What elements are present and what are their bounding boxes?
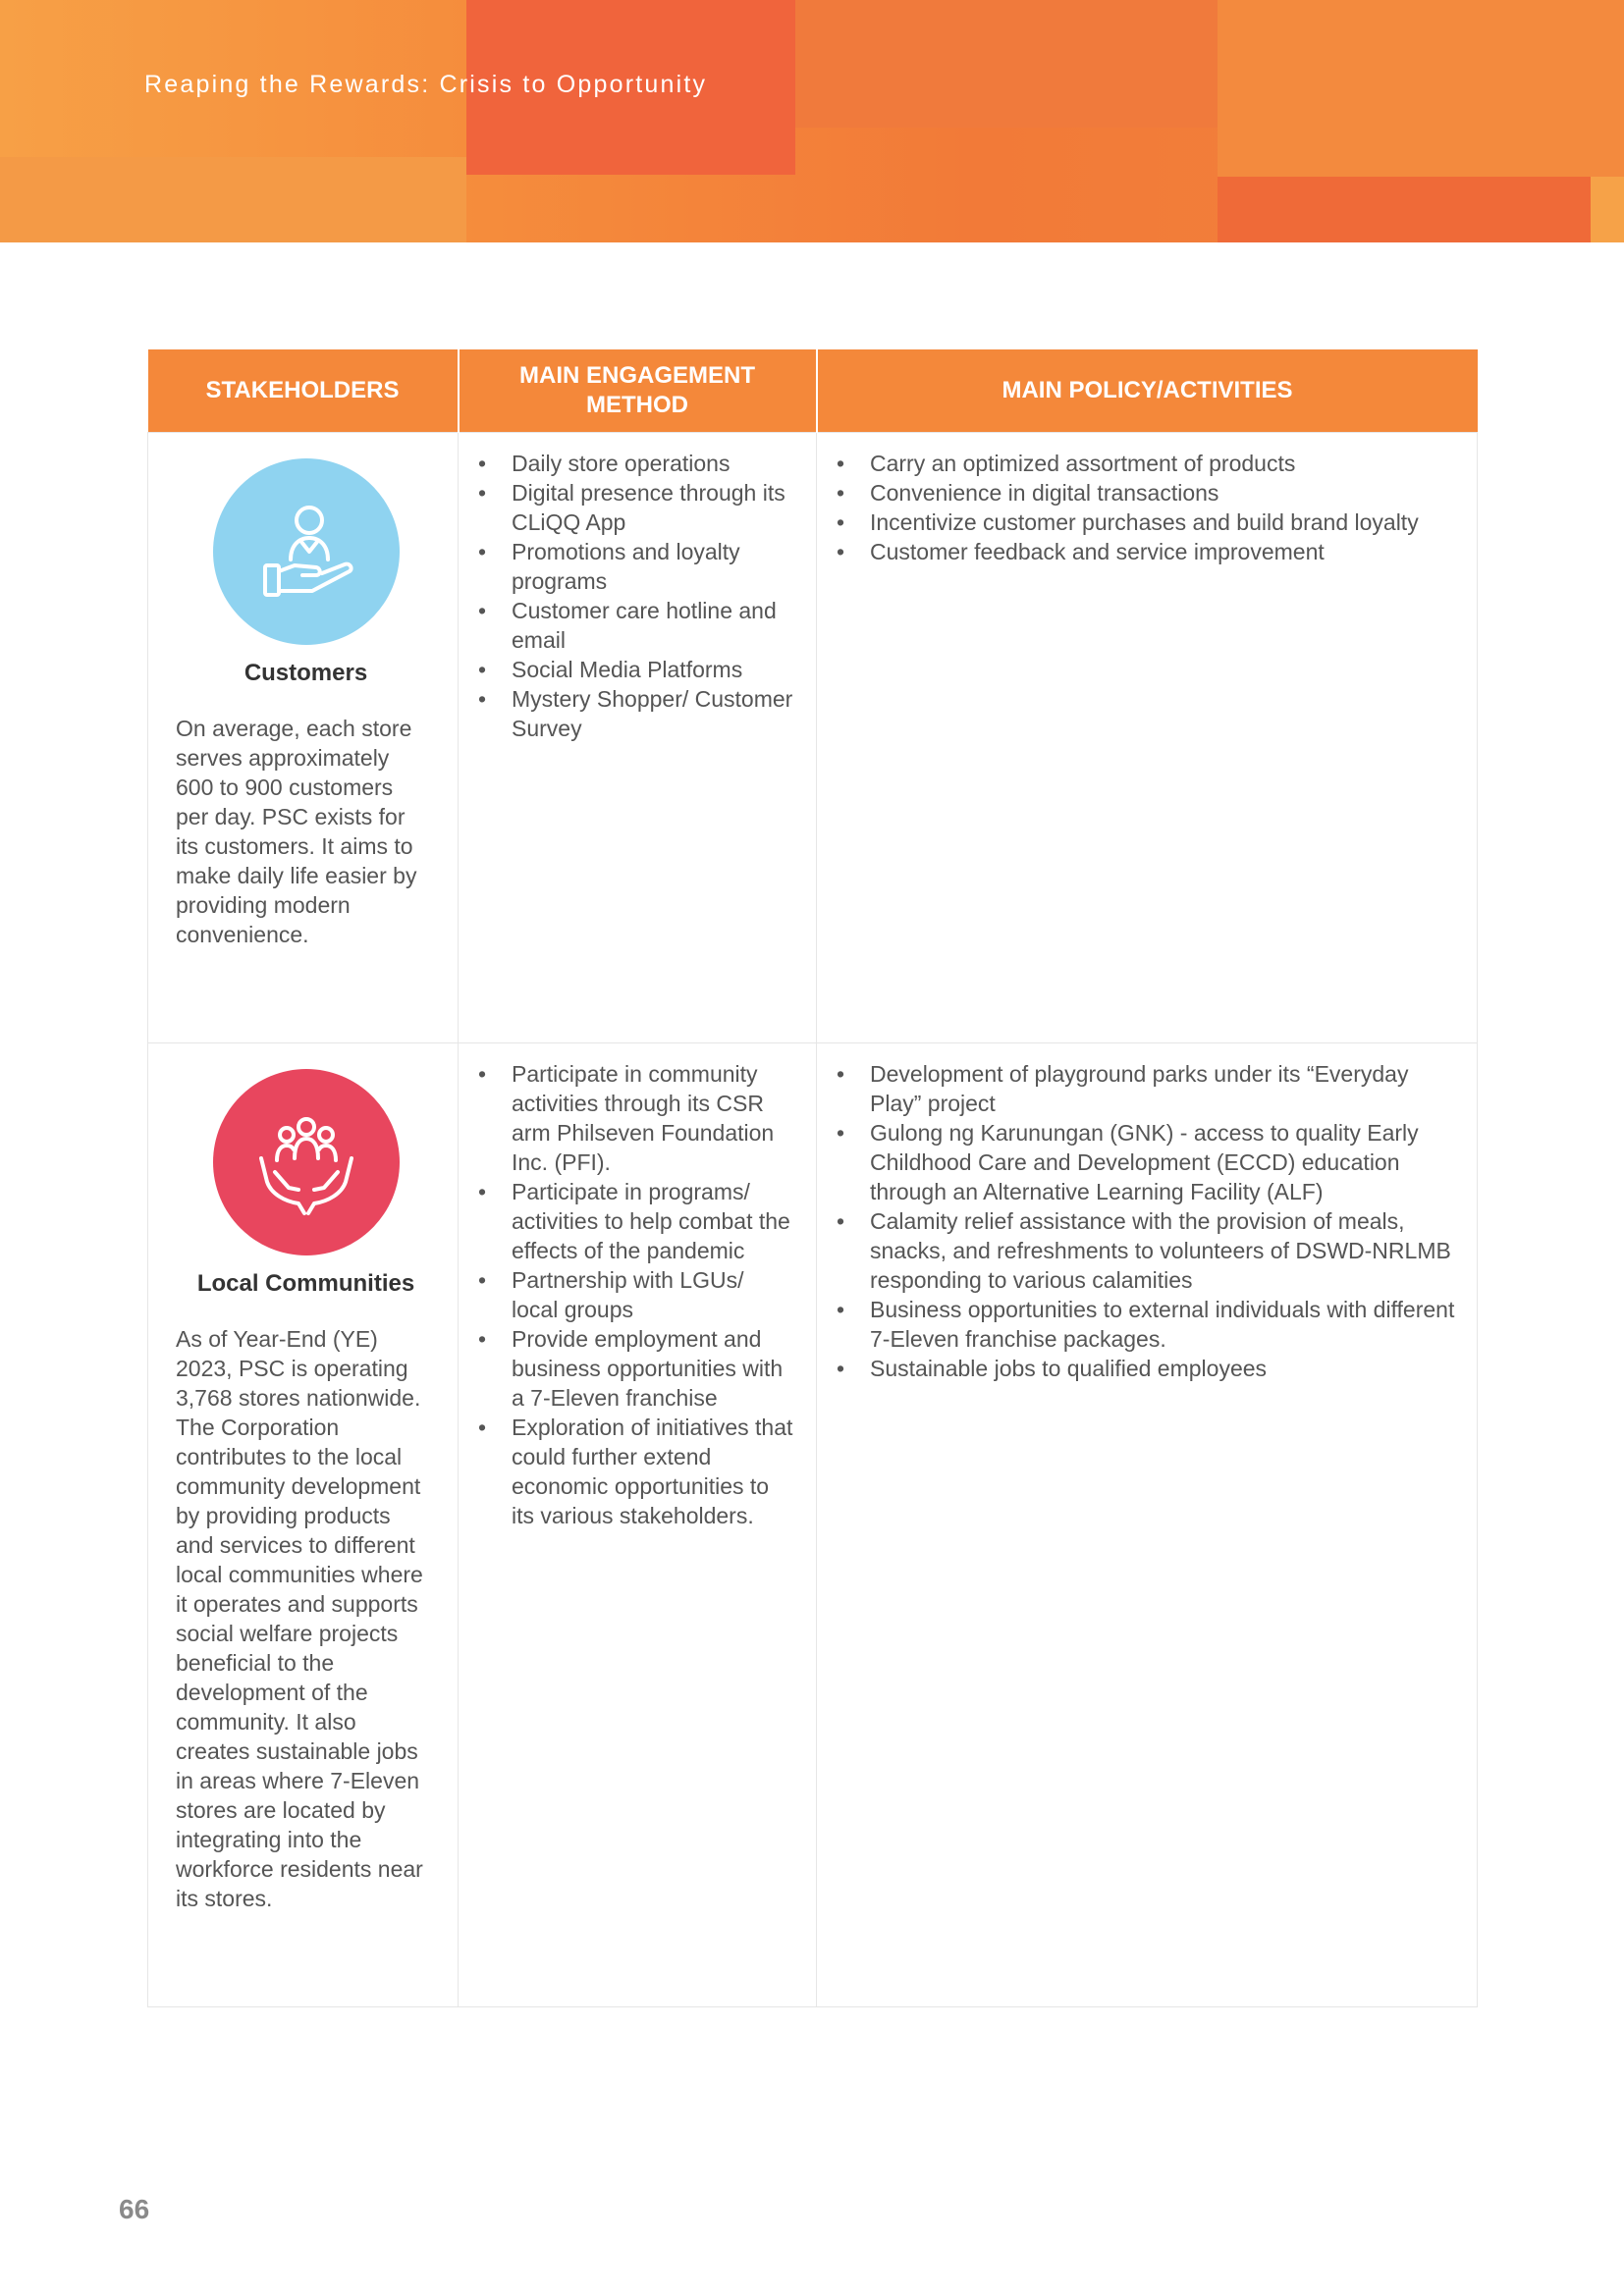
stakeholder-description: As of Year-End (YE) 2023, PSC is operating 3,768 stores nationwide. The Corporation contributes to the local community development by providing products and services to different local communities where it operates and supports social welfare projects beneficial to the development of the community. It also creates sustainable jobs in areas where 7-Eleven stores are located by integrating into the workforce residents near its stores.: [176, 1326, 423, 1911]
list-item: • Customer care hotline and email: [512, 596, 796, 655]
banner-block: [1218, 0, 1624, 177]
engagement-list: [476, 449, 796, 743]
engagement-cell: [459, 1043, 817, 2007]
list-item: • Digital presence through its CLiQQ App: [512, 478, 796, 537]
list-item: • Exploration of initiatives that could further extend economic opportunities to its various stakeholders.: [512, 1413, 796, 1530]
banner-block: [0, 157, 466, 242]
customer-service-hand-icon: [213, 458, 400, 645]
list-item: • Participate in community activities through its CSR arm Philseven Foundation Inc. (PFI).: [512, 1059, 796, 1177]
table-row: [148, 433, 1478, 1043]
stakeholder-table: [147, 349, 1478, 2007]
stakeholder-description: On average, each store serves approximately 600 to 900 customers per day. PSC exists for its customers. It aims to make daily life easier by providing modern convenience.: [176, 716, 417, 947]
header-stakeholders: STAKEHOLDERS: [148, 349, 459, 433]
stakeholder-name: Customers: [244, 660, 368, 686]
list-item: • Calamity relief assistance with the provision of meals, snacks, and refreshments to volunteers of DSWD-NRLMB responding to various calamities: [870, 1206, 1457, 1295]
list-item: • Partnership with LGUs/ local groups: [512, 1265, 796, 1324]
activities-list: [835, 449, 1457, 566]
list-item: • Convenience in digital transactions: [870, 478, 1457, 507]
activities-cell: [817, 433, 1478, 1043]
list-item: • Promotions and loyalty programs: [512, 537, 796, 596]
list-item: • Development of playground parks under its “Everyday Play” project: [870, 1059, 1457, 1118]
stakeholder-cell: [148, 433, 459, 1043]
list-item: • Carry an optimized assortment of products: [870, 449, 1457, 478]
list-item: • Incentivize customer purchases and build brand loyalty: [870, 507, 1457, 537]
list-item: • Provide employment and business opportunities with a 7-Eleven franchise: [512, 1324, 796, 1413]
list-item: • Business opportunities to external individuals with different 7-Eleven franchise packages.: [870, 1295, 1457, 1354]
header-policy-activities: MAIN POLICY/ACTIVITIES: [817, 349, 1478, 433]
list-item: • Sustainable jobs to qualified employees: [870, 1354, 1457, 1383]
list-item: • Mystery Shopper/ Customer Survey: [512, 684, 796, 743]
list-item: • Social Media Platforms: [512, 655, 796, 684]
table-header-row: [148, 349, 1478, 433]
list-item: • Participate in programs/ activities to help combat the effects of the pandemic: [512, 1177, 796, 1265]
banner-block: [1218, 177, 1591, 242]
banner-block: [1591, 177, 1624, 242]
section-title: Reaping the Rewards: Crisis to Opportunity: [144, 71, 708, 98]
engagement-list: [476, 1059, 796, 1530]
list-item: • Gulong ng Karunungan (GNK) - access to quality Early Childhood Care and Development (ECCD) education through an Alternative Learning Facility (ALF): [870, 1118, 1457, 1206]
activities-cell: [817, 1043, 1478, 2007]
header-engagement-method: MAIN ENGAGEMENT METHOD: [459, 349, 817, 433]
activities-list: [835, 1059, 1457, 1383]
stakeholder-name: Local Communities: [196, 1270, 415, 1297]
list-item: • Daily store operations: [512, 449, 796, 478]
engagement-cell: [459, 433, 817, 1043]
page-number: 66: [119, 2194, 150, 2224]
community-hands-icon: [213, 1069, 400, 1255]
stakeholder-cell: [148, 1043, 459, 2007]
table-row: [148, 1043, 1478, 2007]
banner-block: [795, 0, 1218, 128]
list-item: • Customer feedback and service improvement: [870, 537, 1457, 566]
header-banner: [0, 0, 1624, 242]
